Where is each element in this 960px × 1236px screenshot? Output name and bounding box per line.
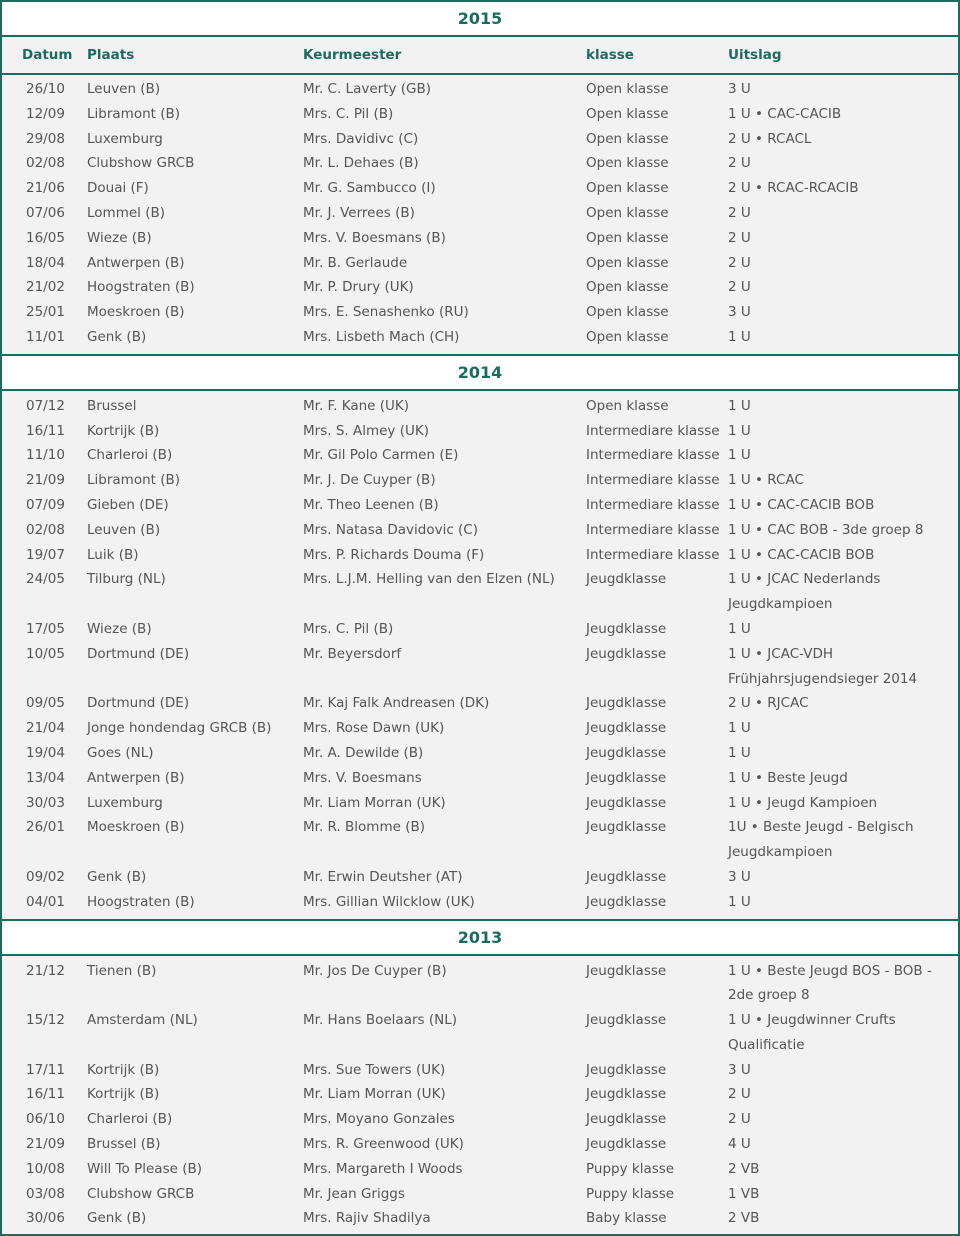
column-header-class: klasse bbox=[586, 47, 634, 63]
cell-result: 1 U bbox=[728, 328, 751, 345]
cell-date: 24/05 bbox=[26, 571, 65, 588]
cell-place: Gieben (DE) bbox=[87, 496, 169, 513]
cell-place: Libramont (B) bbox=[87, 472, 181, 489]
cell-place: Goes (NL) bbox=[87, 744, 154, 761]
table-row bbox=[2, 201, 958, 226]
column-header-judge: Keurmeester bbox=[303, 47, 402, 63]
table-row bbox=[2, 251, 958, 276]
cell-place: Antwerpen (B) bbox=[87, 254, 185, 271]
cell-place: Libramont (B) bbox=[87, 105, 181, 122]
cell-place: Genk (B) bbox=[87, 328, 147, 345]
table-row bbox=[2, 815, 958, 865]
cell-class: Jeugdklasse bbox=[586, 769, 667, 786]
year-header-2013: 2013 bbox=[2, 921, 958, 956]
cell-place: Leuven (B) bbox=[87, 521, 161, 538]
year-section-2014 bbox=[2, 391, 958, 915]
cell-place: Charleroi (B) bbox=[87, 1111, 173, 1128]
cell-judge: Mr. Beyersdorf bbox=[303, 645, 402, 662]
cell-judge: Mrs. Margareth I Woods bbox=[303, 1160, 463, 1177]
table-row bbox=[2, 1058, 958, 1083]
cell-place: Wieze (B) bbox=[87, 229, 152, 246]
cell-judge: Mr. L. Dehaes (B) bbox=[303, 155, 419, 172]
table-row bbox=[2, 1206, 958, 1231]
cell-result: 2 U • RJCAC bbox=[728, 695, 809, 712]
cell-place: Will To Please (B) bbox=[87, 1160, 202, 1177]
cell-date: 04/01 bbox=[26, 893, 65, 910]
cell-result: 1 U bbox=[728, 397, 751, 414]
cell-date: 21/09 bbox=[26, 472, 65, 489]
table-row bbox=[2, 741, 958, 766]
table-row bbox=[2, 1132, 958, 1157]
cell-class: Jeugdklasse bbox=[586, 695, 667, 712]
cell-date: 16/11 bbox=[26, 1086, 65, 1103]
cell-judge: Mrs. V. Boesmans (B) bbox=[303, 229, 446, 246]
cell-result: 1 U • CAC-CACIB BOB bbox=[728, 496, 875, 513]
cell-judge: Mr. Gil Polo Carmen (E) bbox=[303, 447, 459, 464]
cell-judge: Mr. Kaj Falk Andreasen (DK) bbox=[303, 695, 490, 712]
cell-judge: Mr. Theo Leenen (B) bbox=[303, 496, 439, 513]
cell-class: Open klasse bbox=[586, 279, 669, 296]
cell-class: Intermediare klasse bbox=[586, 447, 720, 464]
cell-result: 1 U bbox=[728, 422, 751, 439]
table-row bbox=[2, 176, 958, 201]
cell-class: Jeugdklasse bbox=[586, 893, 667, 910]
cell-result: 3 U bbox=[728, 868, 751, 885]
cell-place: Charleroi (B) bbox=[87, 447, 173, 464]
column-header-date: Datum bbox=[22, 47, 73, 63]
table-row bbox=[2, 518, 958, 543]
table-row bbox=[2, 766, 958, 791]
cell-date: 06/10 bbox=[26, 1111, 65, 1128]
table-row bbox=[2, 1182, 958, 1207]
cell-date: 02/08 bbox=[26, 155, 65, 172]
cell-date: 07/12 bbox=[26, 397, 65, 414]
cell-place: Kortrijk (B) bbox=[87, 1086, 160, 1103]
cell-place: Moeskroen (B) bbox=[87, 304, 185, 321]
cell-class: Open klasse bbox=[586, 229, 669, 246]
table-row bbox=[2, 394, 958, 419]
cell-place: Clubshow GRCB bbox=[87, 1185, 195, 1202]
cell-judge: Mr. A. Dewilde (B) bbox=[303, 744, 424, 761]
cell-judge: Mr. C. Laverty (GB) bbox=[303, 81, 432, 97]
cell-date: 02/08 bbox=[26, 521, 65, 538]
cell-date: 17/11 bbox=[26, 1061, 65, 1078]
cell-result: 1 U • CAC BOB - 3de groep 8 bbox=[728, 521, 924, 538]
table-row bbox=[2, 1008, 958, 1058]
cell-place: Moeskroen (B) bbox=[87, 819, 185, 836]
cell-result: 2 U bbox=[728, 1111, 751, 1128]
cell-date: 10/08 bbox=[26, 1160, 65, 1177]
cell-date: 07/09 bbox=[26, 496, 65, 513]
cell-place: Leuven (B) bbox=[87, 81, 161, 97]
cell-class: Open klasse bbox=[586, 105, 669, 122]
cell-class: Open klasse bbox=[586, 397, 669, 414]
cell-class: Jeugdklasse bbox=[586, 819, 667, 836]
cell-result: 3 U bbox=[728, 304, 751, 321]
cell-date: 16/05 bbox=[26, 229, 65, 246]
cell-judge: Mrs. Natasa Davidovic (C) bbox=[303, 521, 478, 538]
cell-judge: Mrs. E. Senashenko (RU) bbox=[303, 304, 469, 321]
table-row bbox=[2, 642, 958, 692]
cell-place: Hoogstraten (B) bbox=[87, 279, 195, 296]
cell-place: Wieze (B) bbox=[87, 620, 152, 637]
cell-class: Jeugdklasse bbox=[586, 1061, 667, 1078]
cell-judge: Mrs. L.J.M. Helling van den Elzen (NL) bbox=[303, 571, 555, 588]
cell-date: 30/06 bbox=[26, 1210, 65, 1227]
cell-date: 29/08 bbox=[26, 130, 65, 147]
table-row bbox=[2, 226, 958, 251]
cell-judge: Mr. P. Drury (UK) bbox=[303, 279, 414, 296]
cell-result: 3 U bbox=[728, 81, 751, 97]
table-row bbox=[2, 468, 958, 493]
cell-judge: Mr. Erwin Deutsher (AT) bbox=[303, 868, 463, 885]
cell-class: Baby klasse bbox=[586, 1210, 667, 1227]
cell-result: 2 VB bbox=[728, 1160, 760, 1177]
cell-judge: Mr. R. Blomme (B) bbox=[303, 819, 425, 836]
table-row bbox=[2, 77, 958, 102]
cell-class: Open klasse bbox=[586, 180, 669, 197]
cell-judge: Mr. G. Sambucco (I) bbox=[303, 180, 436, 197]
table-row bbox=[2, 419, 958, 444]
table-row bbox=[2, 493, 958, 518]
cell-date: 25/01 bbox=[26, 304, 65, 321]
cell-judge: Mr. Liam Morran (UK) bbox=[303, 794, 446, 811]
cell-result: 2 VB bbox=[728, 1210, 760, 1227]
cell-class: Open klasse bbox=[586, 155, 669, 172]
cell-result: 1U • Beste Jeugd - Belgisch Jeugdkampioen bbox=[728, 819, 914, 861]
cell-place: Amsterdam (NL) bbox=[87, 1012, 198, 1029]
cell-class: Open klasse bbox=[586, 130, 669, 147]
cell-class: Puppy klasse bbox=[586, 1185, 675, 1202]
table-row bbox=[2, 127, 958, 152]
cell-class: Jeugdklasse bbox=[586, 962, 667, 979]
table-row bbox=[2, 865, 958, 890]
cell-place: Dortmund (DE) bbox=[87, 645, 190, 662]
cell-judge: Mrs. Lisbeth Mach (CH) bbox=[303, 328, 460, 345]
cell-result: 1 U • Jeugdwinner Crufts Qualificatie bbox=[728, 1012, 896, 1053]
cell-place: Lommel (B) bbox=[87, 204, 165, 221]
table-row bbox=[2, 1082, 958, 1107]
cell-result: 2 U • RCACL bbox=[728, 130, 812, 147]
cell-class: Jeugdklasse bbox=[586, 571, 667, 588]
cell-class: Open klasse bbox=[586, 254, 669, 271]
year-header-2015: 2015 bbox=[2, 2, 958, 37]
cell-place: Jonge hondendag GRCB (B) bbox=[87, 720, 272, 737]
cell-class: Jeugdklasse bbox=[586, 1136, 667, 1153]
cell-result: 1 U • RCAC bbox=[728, 472, 804, 489]
cell-date: 03/08 bbox=[26, 1185, 65, 1202]
cell-date: 30/03 bbox=[26, 794, 65, 811]
cell-class: Open klasse bbox=[586, 204, 669, 221]
cell-date: 19/07 bbox=[26, 546, 65, 563]
cell-class: Open klasse bbox=[586, 304, 669, 321]
cell-date: 19/04 bbox=[26, 744, 65, 761]
cell-result: 1 U bbox=[728, 620, 751, 637]
cell-place: Luik (B) bbox=[87, 546, 139, 563]
cell-judge: Mr. Jos De Cuyper (B) bbox=[303, 962, 447, 979]
cell-judge: Mr. B. Gerlaude bbox=[303, 254, 408, 271]
table-row bbox=[2, 617, 958, 642]
cell-date: 21/04 bbox=[26, 720, 65, 737]
cell-date: 16/11 bbox=[26, 422, 65, 439]
cell-place: Antwerpen (B) bbox=[87, 769, 185, 786]
cell-result: 1 U • Jeugd Kampioen bbox=[728, 794, 878, 811]
cell-judge: Mr. Liam Morran (UK) bbox=[303, 1086, 446, 1103]
cell-date: 15/12 bbox=[26, 1012, 65, 1029]
cell-judge: Mr. J. De Cuyper (B) bbox=[303, 472, 436, 489]
cell-judge: Mrs. P. Richards Douma (F) bbox=[303, 546, 485, 563]
cell-date: 17/05 bbox=[26, 620, 65, 637]
table-row bbox=[2, 300, 958, 325]
table-row bbox=[2, 151, 958, 176]
cell-result: 2 U bbox=[728, 279, 751, 296]
cell-place: Douai (F) bbox=[87, 180, 149, 197]
cell-judge: Mrs. S. Almey (UK) bbox=[303, 422, 429, 439]
column-header-result: Uitslag bbox=[728, 47, 782, 63]
cell-result: 1 U • Beste Jeugd bbox=[728, 769, 848, 786]
cell-judge: Mrs. R. Greenwood (UK) bbox=[303, 1136, 464, 1153]
cell-class: Jeugdklasse bbox=[586, 720, 667, 737]
year-section-2015 bbox=[2, 75, 958, 350]
cell-judge: Mrs. Rajiv Shadilya bbox=[303, 1210, 431, 1227]
cell-place: Kortrijk (B) bbox=[87, 422, 160, 439]
table-row bbox=[2, 691, 958, 716]
cell-result: 1 U bbox=[728, 744, 751, 761]
cell-place: Luxemburg bbox=[87, 794, 163, 811]
cell-result: 1 U • Beste Jeugd BOS - BOB - 2de groep 8 bbox=[728, 962, 932, 1004]
cell-judge: Mr. F. Kane (UK) bbox=[303, 397, 410, 414]
cell-class: Intermediare klasse bbox=[586, 422, 720, 439]
cell-judge: Mrs. V. Boesmans bbox=[303, 769, 422, 786]
cell-date: 21/09 bbox=[26, 1136, 65, 1153]
cell-class: Intermediare klasse bbox=[586, 546, 720, 563]
cell-place: Hoogstraten (B) bbox=[87, 893, 195, 910]
cell-class: Intermediare klasse bbox=[586, 521, 720, 538]
cell-place: Brussel bbox=[87, 397, 137, 414]
cell-class: Jeugdklasse bbox=[586, 1012, 667, 1029]
cell-result: 1 U • CAC-CACIB BOB bbox=[728, 546, 875, 563]
cell-class: Jeugdklasse bbox=[586, 1086, 667, 1103]
cell-class: Intermediare klasse bbox=[586, 472, 720, 489]
year-section-2013 bbox=[2, 956, 958, 1232]
cell-result: 4 U bbox=[728, 1136, 751, 1153]
cell-result: 2 U • RCAC-RCACIB bbox=[728, 180, 859, 197]
cell-date: 09/05 bbox=[26, 695, 65, 712]
cell-class: Puppy klasse bbox=[586, 1160, 675, 1177]
cell-result: 1 U bbox=[728, 720, 751, 737]
table-row bbox=[2, 890, 958, 915]
cell-date: 21/02 bbox=[26, 279, 65, 296]
cell-result: 1 U bbox=[728, 447, 751, 464]
cell-place: Tienen (B) bbox=[87, 962, 157, 979]
year-header-2014: 2014 bbox=[2, 356, 958, 391]
cell-place: Genk (B) bbox=[87, 868, 147, 885]
cell-result: 2 U bbox=[728, 254, 751, 271]
table-row bbox=[2, 443, 958, 468]
cell-place: Kortrijk (B) bbox=[87, 1061, 160, 1078]
cell-class: Jeugdklasse bbox=[586, 645, 667, 662]
cell-result: 3 U bbox=[728, 1061, 751, 1078]
cell-class: Jeugdklasse bbox=[586, 868, 667, 885]
cell-class: Jeugdklasse bbox=[586, 794, 667, 811]
column-header-row bbox=[2, 37, 958, 75]
cell-result: 2 U bbox=[728, 1086, 751, 1103]
cell-date: 26/01 bbox=[26, 819, 65, 836]
cell-place: Dortmund (DE) bbox=[87, 695, 190, 712]
cell-result: 1 U • JCAC Nederlands Jeugdkampioen bbox=[728, 571, 881, 613]
table-row bbox=[2, 959, 958, 1009]
cell-judge: Mr. J. Verrees (B) bbox=[303, 204, 415, 221]
cell-class: Jeugdklasse bbox=[586, 744, 667, 761]
cell-class: Jeugdklasse bbox=[586, 1111, 667, 1128]
cell-judge: Mrs. Davidivc (C) bbox=[303, 130, 419, 147]
cell-result: 1 U bbox=[728, 893, 751, 910]
cell-result: 2 U bbox=[728, 229, 751, 246]
cell-place: Genk (B) bbox=[87, 1210, 147, 1227]
table-row bbox=[2, 716, 958, 741]
cell-date: 12/09 bbox=[26, 105, 65, 122]
cell-judge: Mrs. Rose Dawn (UK) bbox=[303, 720, 445, 737]
cell-place: Brussel (B) bbox=[87, 1136, 161, 1153]
cell-date: 18/04 bbox=[26, 254, 65, 271]
table-row bbox=[2, 275, 958, 300]
cell-judge: Mrs. Gillian Wilcklow (UK) bbox=[303, 893, 475, 910]
cell-date: 13/04 bbox=[26, 769, 65, 786]
table-row bbox=[2, 567, 958, 617]
table-row bbox=[2, 1157, 958, 1182]
cell-result: 1 U • JCAC-VDH Frühjahrsjugendsieger 2014 bbox=[728, 645, 918, 687]
cell-date: 26/10 bbox=[26, 81, 65, 97]
cell-class: Intermediare klasse bbox=[586, 496, 720, 513]
cell-judge: Mrs. Moyano Gonzales bbox=[303, 1111, 455, 1128]
table-row bbox=[2, 1107, 958, 1132]
cell-class: Jeugdklasse bbox=[586, 620, 667, 637]
cell-result: 1 VB bbox=[728, 1185, 760, 1202]
cell-place: Luxemburg bbox=[87, 130, 163, 147]
cell-date: 07/06 bbox=[26, 204, 65, 221]
cell-result: 1 U • CAC-CACIB bbox=[728, 105, 842, 122]
column-header-place: Plaats bbox=[87, 47, 135, 63]
cell-judge: Mrs. Sue Towers (UK) bbox=[303, 1061, 446, 1078]
cell-place: Clubshow GRCB bbox=[87, 155, 195, 172]
table-row bbox=[2, 791, 958, 816]
table-row bbox=[2, 102, 958, 127]
cell-result: 2 U bbox=[728, 155, 751, 172]
table-row bbox=[2, 325, 958, 350]
table-row bbox=[2, 543, 958, 568]
cell-result: 2 U bbox=[728, 204, 751, 221]
cell-date: 09/02 bbox=[26, 868, 65, 885]
cell-date: 21/06 bbox=[26, 180, 65, 197]
cell-date: 21/12 bbox=[26, 962, 65, 979]
cell-date: 11/10 bbox=[26, 447, 65, 464]
cell-judge: Mrs. C. Pil (B) bbox=[303, 105, 394, 122]
cell-date: 10/05 bbox=[26, 645, 65, 662]
cell-judge: Mrs. C. Pil (B) bbox=[303, 620, 394, 637]
cell-place: Tilburg (NL) bbox=[87, 571, 166, 588]
cell-judge: Mr. Hans Boelaars (NL) bbox=[303, 1012, 457, 1029]
cell-class: Open klasse bbox=[586, 81, 669, 97]
cell-date: 11/01 bbox=[26, 328, 65, 345]
cell-class: Open klasse bbox=[586, 328, 669, 345]
cell-judge: Mr. Jean Griggs bbox=[303, 1185, 405, 1202]
